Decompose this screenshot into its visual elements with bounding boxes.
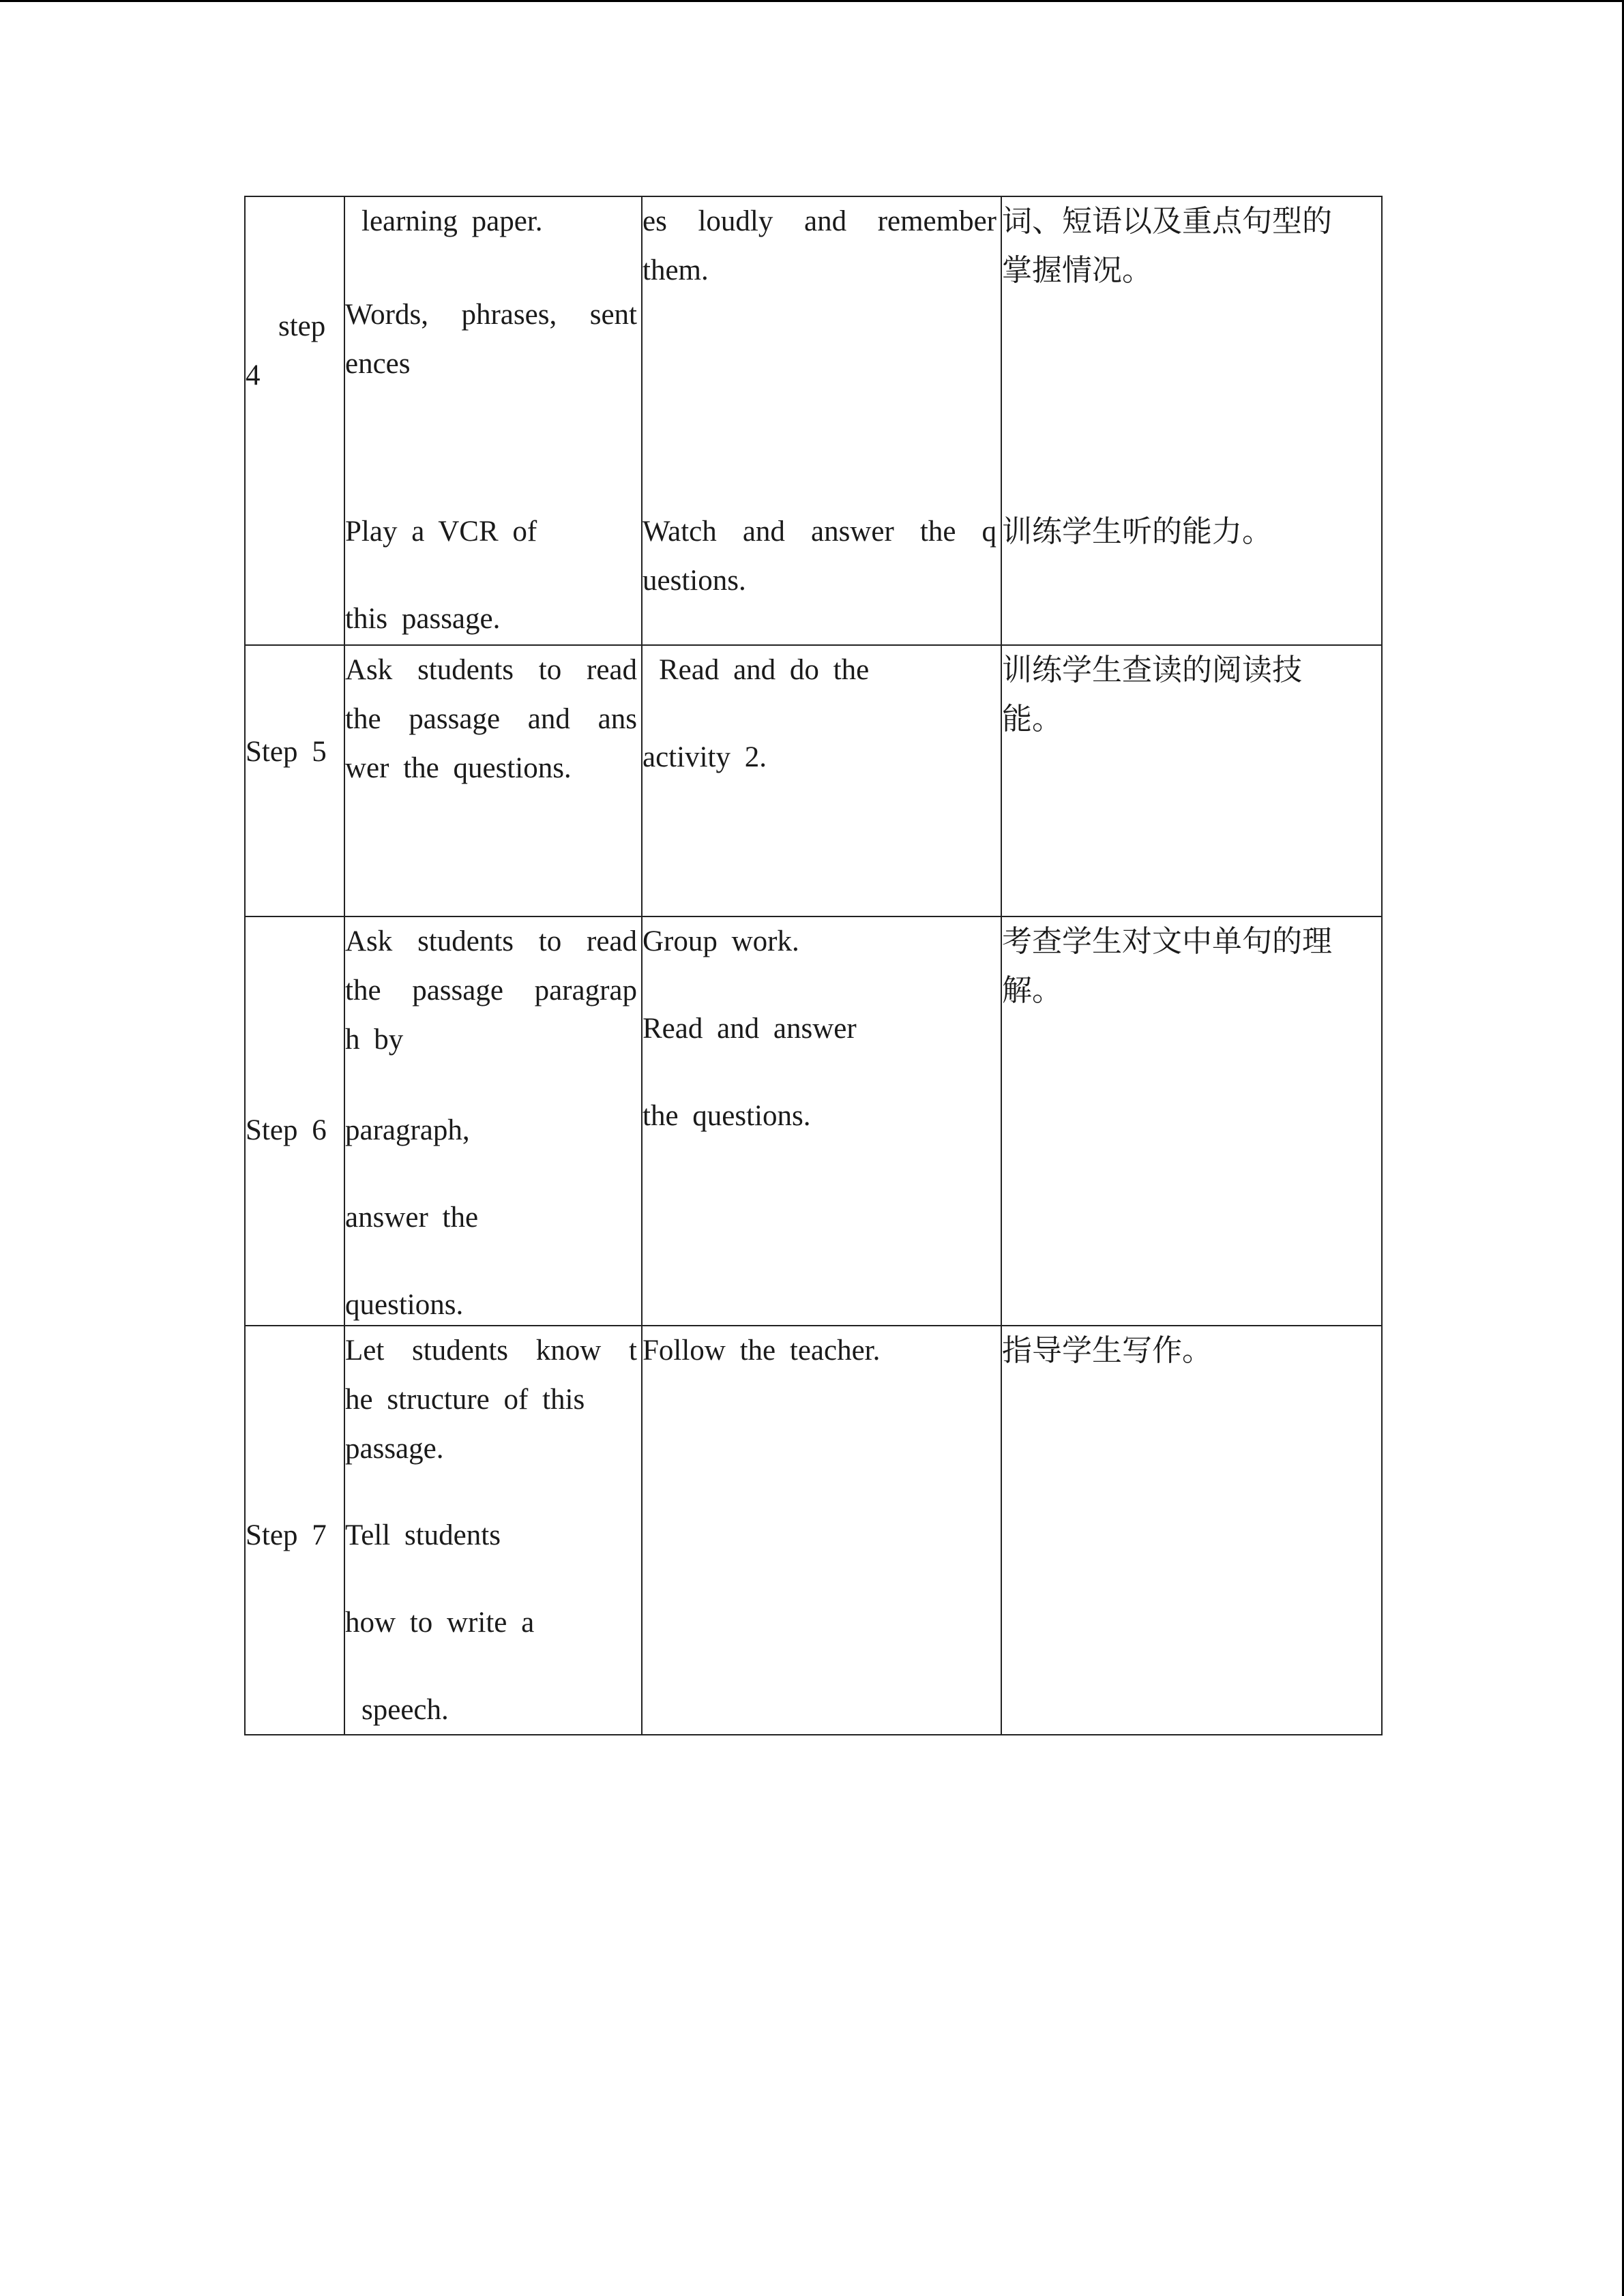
- purpose-cell: [1002, 917, 1381, 1325]
- teacher-line: learning paper.: [361, 205, 543, 237]
- teacher-line: the passage paragrap: [345, 974, 637, 1007]
- step-label: Step 5: [246, 736, 327, 768]
- student-line: es loudly and remember: [643, 205, 996, 237]
- teacher-line: the passage and ans: [345, 703, 637, 735]
- purpose-line: 考查学生对文中单句的理: [1002, 924, 1332, 959]
- purpose-line: 能。: [1002, 702, 1062, 736]
- teacher-line: questions.: [345, 1289, 464, 1321]
- teacher-line: passage.: [345, 1433, 444, 1465]
- teacher-line: Words, phrases, sent: [345, 299, 637, 331]
- table-row-step-5: [244, 644, 1383, 917]
- teacher-line: Ask students to read: [345, 654, 637, 686]
- student-line: the questions.: [643, 1100, 811, 1132]
- teacher-activity-cell: [345, 197, 641, 644]
- teacher-line: paragraph,: [345, 1114, 470, 1146]
- student-line: Watch and answer the q: [643, 516, 996, 548]
- teacher-line: wer the questions.: [345, 752, 572, 784]
- teacher-line: ences: [345, 348, 411, 380]
- student-line: Read and answer: [643, 1013, 857, 1045]
- step-cell: [246, 646, 344, 916]
- table-row-step-4: [244, 196, 1383, 646]
- teacher-line: he structure of this: [345, 1384, 585, 1416]
- purpose-line: 掌握情况。: [1002, 253, 1152, 288]
- teacher-line: Play a VCR of: [345, 516, 537, 548]
- teacher-line: h by: [345, 1024, 404, 1056]
- step-label: Step 7: [246, 1519, 327, 1551]
- teacher-activity-cell: [345, 917, 641, 1325]
- step-number: 4: [246, 359, 261, 391]
- step-label: step: [278, 310, 326, 342]
- student-line: activity 2.: [643, 741, 767, 773]
- table-row-step-6: [244, 916, 1383, 1326]
- purpose-line: 训练学生听的能力。: [1002, 514, 1272, 549]
- teacher-activity-cell: [345, 646, 641, 916]
- purpose-cell: [1002, 1326, 1381, 1734]
- purpose-cell: [1002, 197, 1381, 644]
- purpose-cell: [1002, 646, 1381, 916]
- table-row-step-7: [244, 1325, 1383, 1735]
- teacher-line: speech.: [361, 1694, 449, 1726]
- student-activity-cell: [643, 197, 1001, 644]
- student-line: Read and do the: [659, 654, 870, 686]
- student-line: Follow the teacher.: [643, 1335, 881, 1367]
- student-line: uestions.: [643, 565, 746, 597]
- student-activity-cell: [643, 1326, 1001, 1734]
- student-activity-cell: [643, 646, 1001, 916]
- student-line: them.: [643, 254, 709, 286]
- teacher-activity-cell: [345, 1326, 641, 1734]
- page-top-border: [0, 0, 1624, 2]
- teacher-line: Ask students to read: [345, 925, 637, 957]
- purpose-line: 训练学生查读的阅读技: [1002, 653, 1302, 687]
- teacher-line: answer the: [345, 1202, 479, 1234]
- step-label: Step 6: [246, 1114, 327, 1146]
- teacher-line: Tell students: [345, 1519, 501, 1551]
- step-cell: [246, 197, 344, 644]
- purpose-line: 解。: [1002, 973, 1062, 1008]
- teacher-line: this passage.: [345, 603, 501, 635]
- purpose-line: 指导学生写作。: [1002, 1333, 1212, 1368]
- teacher-line: Let students know t: [345, 1335, 637, 1367]
- step-cell: [246, 917, 344, 1325]
- teacher-line: how to write a: [345, 1607, 535, 1639]
- student-line: Group work.: [643, 925, 799, 957]
- step-cell: [246, 1326, 344, 1734]
- purpose-line: 词、短语以及重点句型的: [1002, 204, 1332, 239]
- student-activity-cell: [643, 917, 1001, 1325]
